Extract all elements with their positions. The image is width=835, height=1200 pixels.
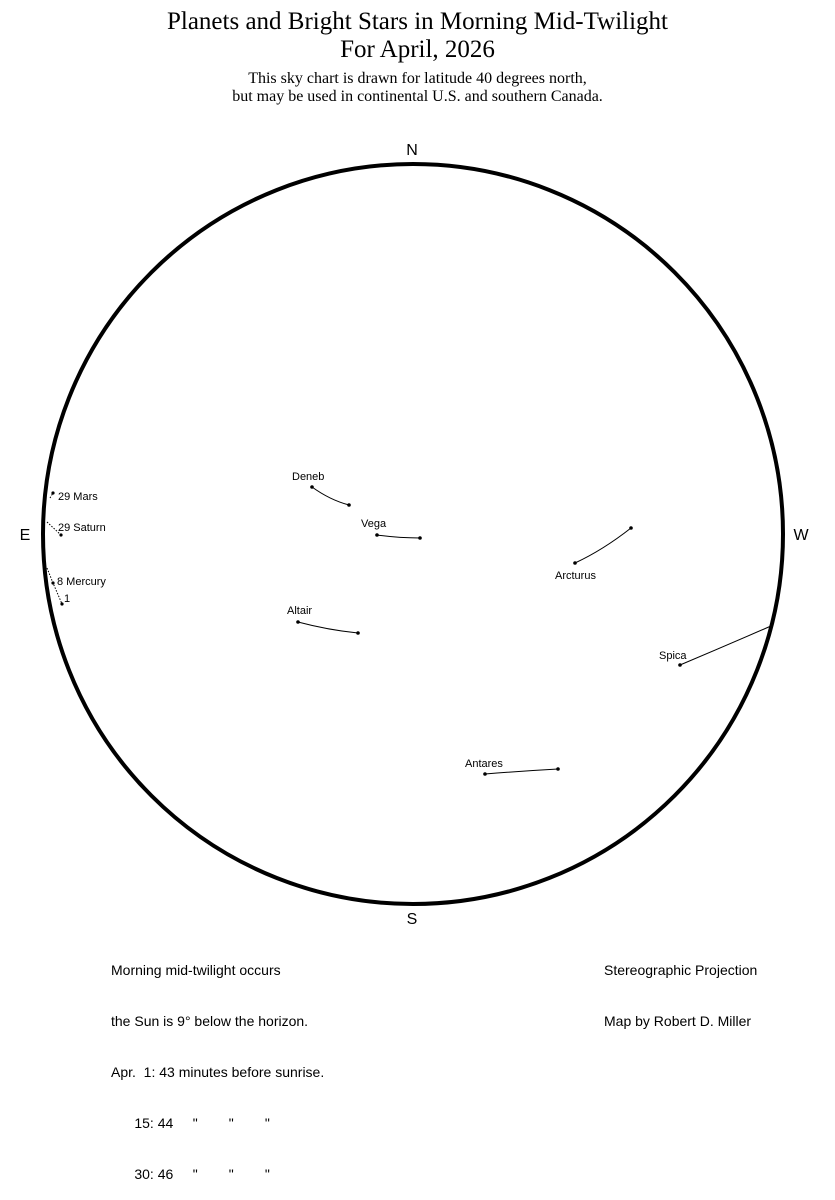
antares-dot-start [483, 772, 487, 776]
compass-north: N [406, 142, 418, 159]
star-label-antares: Antares [465, 758, 503, 770]
horizon-circle [43, 164, 783, 904]
compass-east: E [19, 527, 31, 544]
antares-dot-end [556, 767, 560, 771]
arcturus-dot-end [629, 526, 633, 530]
planet-label-saturn: 29 Saturn [58, 522, 106, 534]
vega-dot-end [418, 536, 422, 540]
chart-subtitle-line1: This sky chart is drawn for latitude 40 degrees north, [248, 70, 587, 87]
chart-title-line2: For April, 2026 [340, 36, 495, 63]
chart-subtitle-line2: but may be used in continental U.S. and southern Canada. [232, 88, 603, 105]
star-label-arcturus: Arcturus [555, 570, 596, 582]
vega-dot-start [375, 533, 379, 537]
altair-dot-end [356, 631, 360, 635]
vega-track [377, 535, 420, 538]
spica-dot [678, 663, 682, 667]
projection-credits [604, 928, 757, 1047]
chart-title-line1: Planets and Bright Stars in Morning Mid-Twilight [166, 8, 668, 35]
compass-west: W [793, 527, 809, 544]
compass-south: S [406, 911, 418, 928]
note-line: Stereographic Projection [604, 962, 758, 978]
note-line: the Sun is 9° below the horizon. [111, 1013, 309, 1029]
spica-track [680, 626, 771, 665]
star-label-spica: Spica [659, 650, 687, 662]
note-line: Morning mid-twilight occurs [111, 962, 281, 978]
arcturus-dot-start [573, 561, 577, 565]
planet-label-mars: 29 Mars [58, 491, 98, 503]
mercury-dot-day8 [51, 581, 54, 584]
altair-dot-start [296, 620, 300, 624]
planet-label-mercury: 8 Mercury [57, 576, 106, 588]
star-label-deneb: Deneb [292, 471, 325, 483]
deneb-track [312, 487, 349, 505]
note-line: 15: 44 " " " [111, 1115, 270, 1131]
altair-track [298, 622, 358, 633]
note-line: Apr. 1: 43 minutes before sunrise. [111, 1064, 325, 1080]
note-line: 30: 46 " " " [111, 1166, 270, 1182]
mars-dot [51, 491, 54, 494]
twilight-notes [111, 928, 324, 1200]
deneb-dot-end [347, 503, 351, 507]
arcturus-track [575, 528, 631, 563]
star-label-altair: Altair [287, 605, 313, 617]
planet-label-mercury-start: 1 [64, 593, 71, 605]
star-label-vega: Vega [361, 518, 387, 530]
note-line: Map by Robert D. Miller [604, 1013, 752, 1029]
deneb-dot-start [310, 485, 314, 489]
